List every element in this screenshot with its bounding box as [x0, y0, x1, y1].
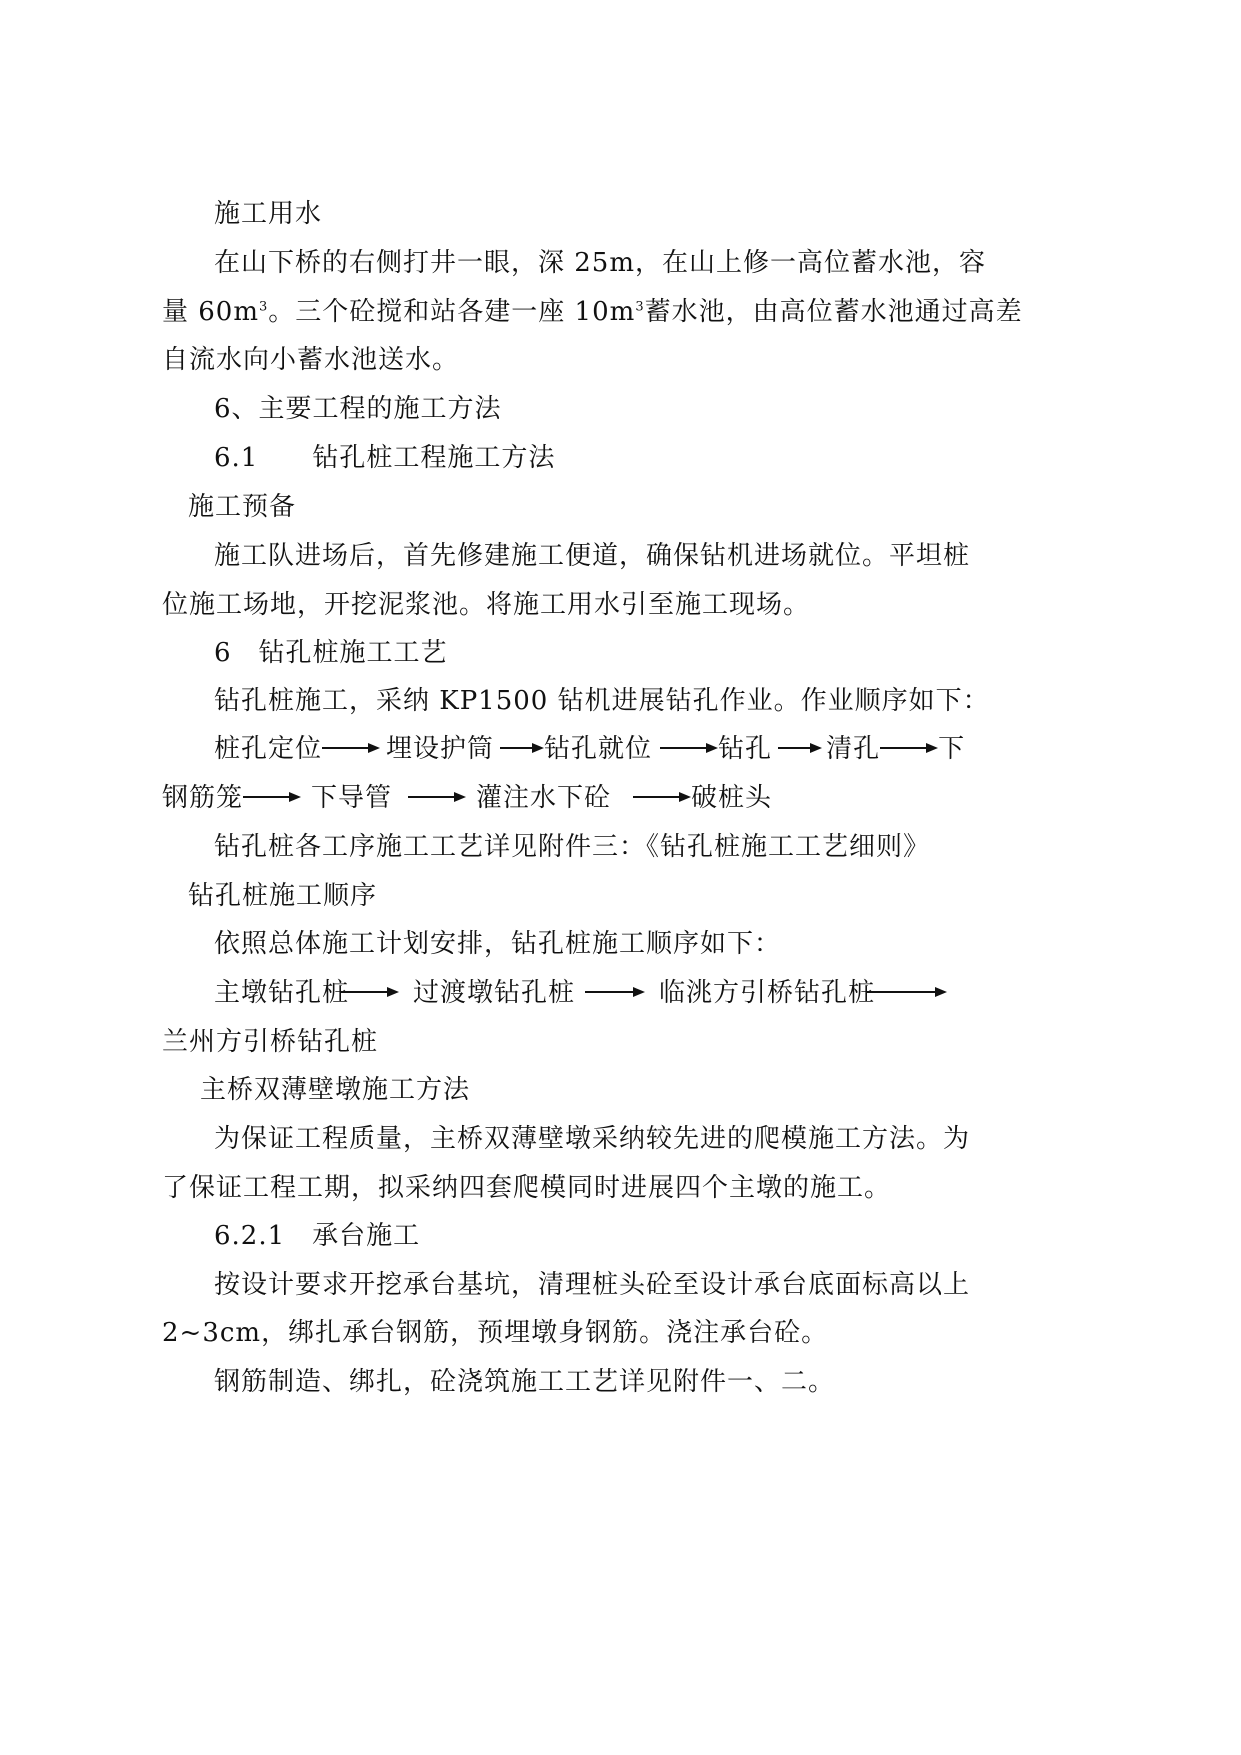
para-pile-sequence: 依照总体施工计划安排，钻孔桩施工顺序如下：	[214, 929, 782, 959]
right-arrow-icon	[660, 741, 718, 755]
right-arrow-icon	[585, 985, 645, 999]
flow-step: 桩孔定位	[214, 734, 323, 764]
right-arrow-icon	[867, 985, 947, 999]
para-water-line2	[162, 295, 1023, 329]
heading-6-2-1: 6.2.1 承台施工	[214, 1221, 421, 1251]
right-arrow-icon	[243, 790, 301, 804]
flow-step: 破桩头	[691, 783, 773, 813]
heading-double-wall-pier: 主桥双薄壁墩施工方法	[200, 1075, 471, 1105]
right-arrow-icon	[341, 985, 399, 999]
flow2-step: 主墩钻孔桩	[214, 978, 350, 1008]
heading-6-1: 6.1 钻孔桩工程施工方法	[214, 443, 556, 473]
right-arrow-icon	[778, 741, 822, 755]
heading-pile-process: 6 钻孔桩施工工艺	[214, 638, 448, 668]
flow-step: 下	[938, 734, 966, 764]
heading-construction-water: 施工用水	[214, 199, 323, 229]
right-arrow-icon	[880, 741, 938, 755]
right-arrow-icon	[500, 741, 544, 755]
para-pile-details: 钻孔桩各工序施工工艺详见附件三：《钻孔桩施工工艺细则》	[214, 832, 931, 862]
superscript-3: 3	[259, 299, 269, 315]
flow-step: 钻孔就位	[544, 734, 653, 764]
flow-line1	[214, 732, 965, 766]
flow2-step: 临洮方引桥钻孔桩	[659, 978, 876, 1008]
para-water-text-a: 量 60m	[162, 297, 260, 327]
para-prep-line1: 施工队进场后，首先修建施工便道，确保钻机进场就位。平坦桩	[214, 541, 971, 571]
heading-main-methods: 6、主要工程的施工方法	[214, 394, 502, 424]
flow-step: 钢筋笼	[162, 783, 244, 813]
flow-line2	[162, 781, 772, 815]
flow-step: 埋设护筒	[386, 734, 495, 764]
flow2-step: 过渡墩钻孔桩	[413, 978, 576, 1008]
right-arrow-icon	[322, 741, 380, 755]
heading-pile-sequence: 钻孔桩施工顺序	[188, 881, 378, 911]
flow-step: 下导管	[311, 783, 393, 813]
para-water-text-b: 。三个砼搅和站各建一座 10m	[268, 297, 636, 327]
flow-step: 灌注水下砼	[476, 783, 612, 813]
para-water-line1: 在山下桥的右侧打井一眼，深 25m，在山上修一高位蓄水池，容	[214, 248, 987, 278]
para-pile-process: 钻孔桩施工，采纳 KP1500 钻机进展钻孔作业。作业顺序如下：	[214, 686, 990, 716]
heading-preparation: 施工预备	[188, 492, 297, 522]
flow2-line2: 兰州方引桥钻孔桩	[162, 1027, 379, 1057]
para-water-line3: 自流水向小蓄水池送水。	[162, 345, 460, 375]
para-pier-line1: 为保证工程质量，主桥双薄壁墩采纳较先进的爬模施工方法。为	[214, 1124, 971, 1154]
superscript-3: 3	[635, 299, 645, 315]
para-cap-line2: 2~3cm，绑扎承台钢筋，预埋墩身钢筋。浇注承台砼。	[162, 1318, 829, 1348]
para-pier-line2: 了保证工程工期，拟采纳四套爬模同时进展四个主墩的施工。	[162, 1173, 892, 1203]
flow2-line1	[214, 976, 947, 1010]
flow-step: 清孔	[826, 734, 881, 764]
flow-step: 钻孔	[718, 734, 773, 764]
para-water-text-c: 蓄水池，由高位蓄水池通过高差	[644, 297, 1023, 327]
para-rebar: 钢筋制造、绑扎，砼浇筑施工工艺详见附件一、二。	[214, 1367, 836, 1397]
para-cap-line1: 按设计要求开挖承台基坑，清理桩头砼至设计承台底面标高以上	[214, 1270, 971, 1300]
right-arrow-icon	[408, 790, 466, 804]
right-arrow-icon	[633, 790, 691, 804]
para-prep-line2: 位施工场地，开挖泥浆池。将施工用水引至施工现场。	[162, 590, 811, 620]
